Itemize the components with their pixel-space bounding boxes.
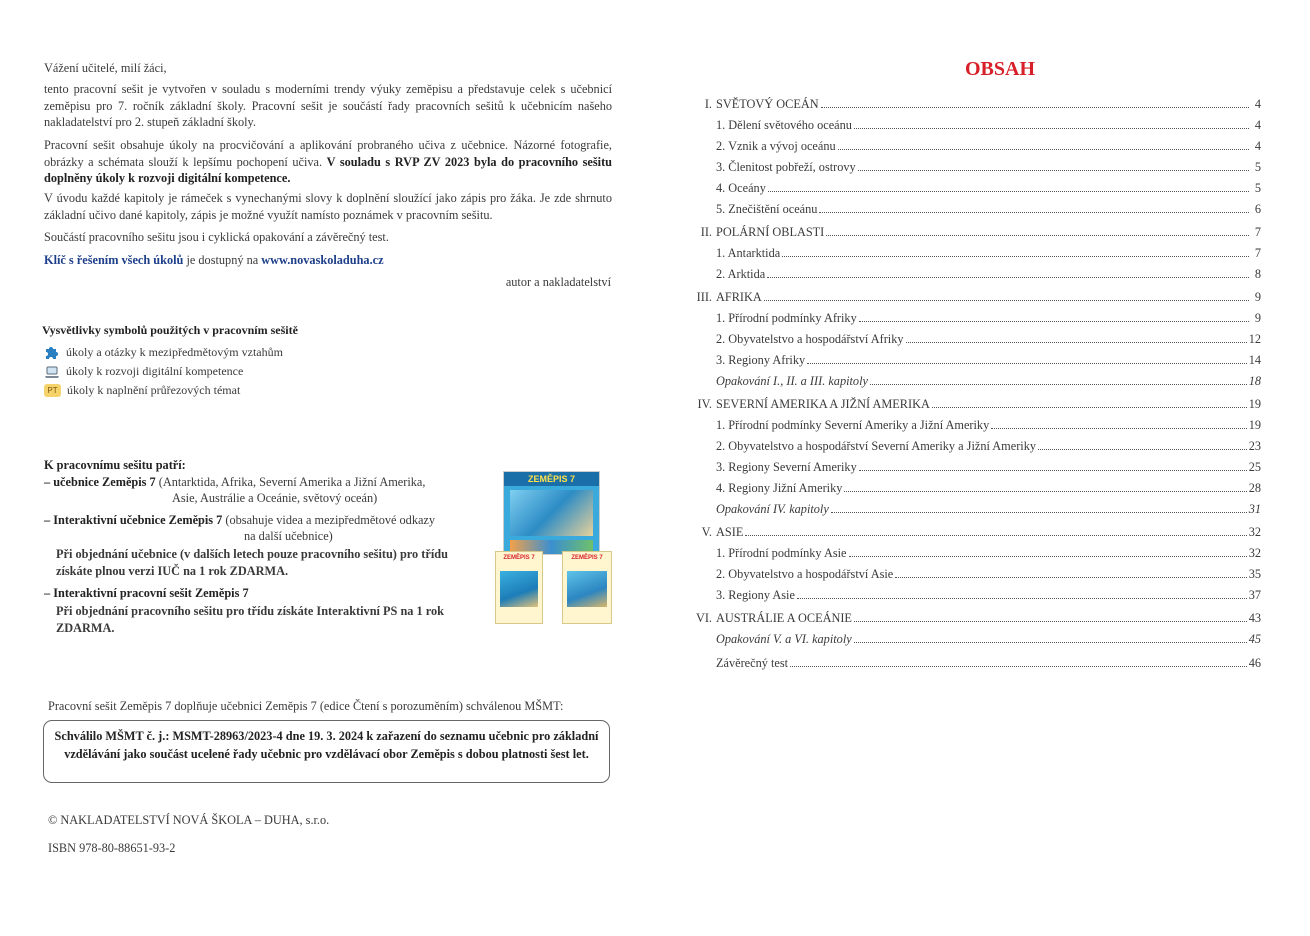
toc-row[interactable] — [716, 653, 1261, 671]
toc-leader-dots — [854, 620, 1247, 622]
toc-page-number: 7 — [1254, 246, 1261, 260]
toc-chapter-title: AUSTRÁLIE A OCEÁNIE — [716, 611, 852, 625]
toc-page-number: 32 — [1248, 546, 1261, 560]
belongs-item-textbook-line2: Asie, Austrálie a Oceánie, světový oceán) — [172, 491, 378, 505]
textbook-offer: Při objednání učebnice (v dalších letech pouze pracovního sešitu) pro třídu získáte plnou verzi IUČ na 1 rok ZDARMA. — [56, 547, 448, 578]
toc-leader-dots — [768, 190, 1249, 192]
toc-entry-title: 2. Vznik a vývoj oceánu — [716, 139, 836, 153]
toc-chapter-title: ASIE — [716, 525, 744, 539]
toc-entry-title: 2. Obyvatelstvo a hospodářství Severní Ameriky a Jižní Ameriky — [716, 439, 1037, 453]
toc-page-number: 25 — [1248, 460, 1261, 474]
toc-entry-title: 3. Regiony Asie — [716, 588, 795, 602]
belongs-item-label: – Interaktivní pracovní sešit Zeměpis 7 — [44, 586, 249, 600]
toc-leader-dots — [854, 641, 1247, 643]
toc-row[interactable] — [690, 394, 1261, 412]
belongs-item-interactive-textbook — [44, 512, 484, 529]
content-paragraph — [44, 137, 612, 187]
toc-leader-dots — [797, 597, 1247, 599]
legend — [44, 343, 283, 400]
toc-leader-dots — [838, 148, 1249, 150]
toc-leader-dots — [831, 511, 1247, 513]
toc-row[interactable] — [690, 522, 1261, 540]
toc-leader-dots — [764, 299, 1249, 301]
approval-intro: Pracovní sešit Zeměpis 7 doplňuje učebnici Zeměpis 7 (edice Čtení s porozuměním) schválenou MŠMT: — [48, 699, 564, 713]
review-paragraph: Součástí pracovního sešitu jsou i cyklická opakování a závěrečný test. — [44, 230, 389, 244]
workbook-offer: Při objednání pracovního sešitu pro třídu získáte Interaktivní PS na 1 rok ZDARMA. — [56, 604, 444, 635]
digital-competence-note: V souladu s RVP ZV 2023 byla do pracovního sešitu doplněny úkoly k rozvoji digitální kompetence. — [44, 154, 613, 185]
toc-chapter-number: IV. — [697, 397, 712, 411]
toc-row[interactable] — [716, 415, 1261, 433]
toc-page-number: 28 — [1248, 481, 1261, 495]
legend-title: Vysvětlivky symbolů použitých v pracovním sešitě — [42, 323, 298, 337]
toc-page-number: 31 — [1248, 502, 1261, 516]
toc-row[interactable] — [716, 178, 1261, 196]
toc-row[interactable] — [716, 136, 1261, 154]
toc-row[interactable] — [716, 115, 1261, 133]
toc-leader-dots — [859, 320, 1249, 322]
legend-item-pt — [44, 381, 283, 400]
toc-page-number: 35 — [1248, 567, 1261, 581]
toc-row[interactable] — [716, 243, 1261, 261]
toc-entry-title: 1. Přírodní podmínky Asie — [716, 546, 847, 560]
toc-row[interactable] — [716, 329, 1261, 347]
toc-leader-dots — [859, 469, 1247, 471]
toc-page-number: 14 — [1248, 353, 1261, 367]
toc-page-number: 5 — [1254, 181, 1261, 195]
toc-page-number: 43 — [1248, 611, 1261, 625]
toc-leader-dots — [821, 106, 1249, 108]
toc-row[interactable] — [716, 543, 1261, 561]
toc-page-number: 6 — [1254, 202, 1261, 216]
toc-entry-title: 2. Obyvatelstvo a hospodářství Afriky — [716, 332, 904, 346]
legend-text: úkoly k naplnění průřezových témat — [67, 383, 241, 397]
toc-leader-dots — [782, 255, 1249, 257]
toc-entry-title: 1. Přírodní podmínky Afriky — [716, 311, 857, 325]
interactive-workbook-cover-title: ZEMĚPIS 7 — [571, 555, 603, 561]
toc-leader-dots — [745, 534, 1246, 536]
toc-title: OBSAH — [964, 58, 1036, 80]
toc-row[interactable] — [716, 457, 1261, 475]
chapter-frame-paragraph: V úvodu každé kapitoly je rámeček s vynechanými slovy k doplnění sloužící jako zápis pro žáka. Je zde shrnuto základní učivo dané kapitoly, zápis je možné využít namísto poznámek v pracovním sešitu. — [44, 191, 612, 222]
toc-chapter-number: I. — [704, 97, 712, 111]
belongs-item-interactive-workbook — [44, 585, 249, 602]
toc-row[interactable] — [716, 436, 1261, 454]
toc-entry-title: 4. Regiony Jižní Ameriky — [716, 481, 843, 495]
answer-key-line — [44, 252, 612, 269]
copyright: © NAKLADATELSTVÍ NOVÁ ŠKOLA – DUHA, s.r.o. — [48, 813, 330, 827]
interactive-workbook-cover — [562, 551, 612, 624]
toc-page-number: 18 — [1248, 374, 1261, 388]
intro-paragraph: tento pracovní sešit je vytvořen v souladu s moderními trendy výuky zeměpisu a představuje celek s učebnicí zeměpisu pro 7. ročník základní školy. Pracovní sešit je součástí řady pracovních sešitů k učebnicím našeho nakladatelství pro 2. stupeň základní školy. — [44, 82, 612, 129]
toc-page-number: 19 — [1248, 397, 1261, 411]
toc-leader-dots — [819, 211, 1249, 213]
interactive-workbook-cover-photo — [567, 571, 607, 607]
toc-page-number: 32 — [1248, 525, 1261, 539]
toc-entry-title: 5. Znečištění oceánu — [716, 202, 818, 216]
legend-text: úkoly k rozvoji digitální kompetence — [66, 364, 244, 378]
toc-chapter-number: VI. — [695, 611, 712, 625]
toc-row[interactable] — [716, 308, 1261, 326]
toc-page-number: 9 — [1254, 311, 1261, 325]
belongs-item-desc: (Antarktida, Afrika, Severní Amerika a Jižní Amerika, — [155, 475, 426, 489]
isbn: ISBN 978-80-88651-93-2 — [48, 841, 176, 855]
toc-row[interactable] — [716, 371, 1261, 389]
toc-entry-title: 1. Přírodní podmínky Severní Ameriky a Jižní Ameriky — [716, 418, 990, 432]
answer-key-mid: je dostupný na — [183, 253, 262, 267]
textbook-cover — [503, 471, 600, 555]
belongs-item-textbook — [44, 474, 484, 491]
toc-leader-dots — [1038, 448, 1247, 450]
legend-text: úkoly a otázky k mezipředmětovým vztahům — [66, 345, 283, 359]
textbook-cover-title: ZEMĚPIS 7 — [504, 472, 599, 486]
toc-page-number: 9 — [1254, 290, 1261, 304]
toc-leader-dots — [790, 665, 1247, 667]
toc-row[interactable] — [716, 629, 1261, 647]
greeting: Vážení učitelé, milí žáci, — [44, 61, 167, 75]
toc-chapter-number: II. — [700, 225, 712, 239]
belongs-item-label: – učebnice Zeměpis 7 — [44, 475, 156, 489]
toc-leader-dots — [895, 576, 1246, 578]
toc-leader-dots — [991, 427, 1246, 429]
workbook-cover-title: ZEMĚPIS 7 — [503, 555, 535, 561]
toc-page-number: 46 — [1248, 656, 1261, 670]
pt-badge-icon: PT — [44, 384, 61, 397]
toc-entry-title: 4. Oceány — [716, 181, 766, 195]
toc-leader-dots — [854, 127, 1249, 129]
content-paragraph-text: Pracovní sešit obsahuje úkoly na procvičování a aplikování probraného učiva z učebnice. Názorné fotografie, obrázky a schémata slouží k lepšímu pochopení učiva. — [44, 138, 612, 169]
toc-page-number: 37 — [1248, 588, 1261, 602]
toc-entry-title: 2. Obyvatelstvo a hospodářství Asie — [716, 567, 894, 581]
toc-row[interactable] — [690, 94, 1261, 112]
toc-page-number: 45 — [1248, 632, 1261, 646]
toc-row[interactable] — [716, 157, 1261, 175]
belongs-item-label: – Interaktivní učebnice Zeměpis 7 — [44, 513, 223, 527]
belongs-item-interactive-textbook-line2: na další učebnice) — [244, 529, 333, 543]
legend-item-laptop — [44, 362, 283, 381]
toc-row[interactable] — [716, 478, 1261, 496]
toc-entry-title: 2. Arktida — [716, 267, 766, 281]
toc-entry-title: 1. Dělení světového oceánu — [716, 118, 852, 132]
toc-entry-title: 3. Členitost pobřeží, ostrovy — [716, 160, 856, 174]
toc-page-number: 5 — [1254, 160, 1261, 174]
toc-chapter-title: SEVERNÍ AMERIKA A JIŽNÍ AMERIKA — [716, 397, 930, 411]
answer-key-label: Klíč s řešením všech úkolů — [44, 253, 184, 267]
toc-page-number: 4 — [1254, 139, 1261, 153]
toc-row[interactable] — [690, 222, 1261, 240]
toc-leader-dots — [844, 490, 1246, 492]
toc-leader-dots — [767, 276, 1249, 278]
toc-leader-dots — [932, 406, 1247, 408]
toc-leader-dots — [807, 362, 1247, 364]
toc-row[interactable] — [716, 264, 1261, 282]
toc-page-number: 7 — [1254, 225, 1261, 239]
toc-page-number: 8 — [1254, 267, 1261, 281]
toc-page-number: 23 — [1248, 439, 1261, 453]
toc-row[interactable] — [690, 608, 1261, 626]
workbook-cover-photo — [500, 571, 538, 607]
toc-entry-title: 3. Regiony Severní Ameriky — [716, 460, 857, 474]
toc-chapter-title: AFRIKA — [716, 290, 762, 304]
approval-box: Schválilo MŠMT č. j.: MSMT-28963/2023-4 dne 19. 3. 2024 k zařazení do seznamu učebnic pro základní vzdělávání jako součást ucelené řady učebnic pro vzdělávací obor Zeměpis s dobou platnosti šest let. — [43, 720, 610, 783]
toc-row[interactable] — [716, 499, 1261, 517]
toc-leader-dots — [849, 555, 1247, 557]
toc-page-number: 4 — [1254, 118, 1261, 132]
puzzle-icon — [44, 345, 60, 361]
toc-row[interactable] — [690, 287, 1261, 305]
toc-row[interactable] — [716, 564, 1261, 582]
toc-row[interactable] — [716, 199, 1261, 217]
toc-leader-dots — [826, 234, 1249, 236]
toc-leader-dots — [870, 383, 1247, 385]
toc-row[interactable] — [716, 585, 1261, 603]
toc-leader-dots — [906, 341, 1247, 343]
toc-page-number: 4 — [1254, 97, 1261, 111]
toc-row[interactable] — [716, 350, 1261, 368]
toc-chapter-title: POLÁRNÍ OBLASTI — [716, 225, 825, 239]
toc-entry-title: Závěrečný test — [716, 656, 789, 670]
toc-chapter-number: III. — [696, 290, 712, 304]
toc-chapter-title: SVĚTOVÝ OCEÁN — [716, 97, 819, 111]
laptop-icon — [44, 364, 60, 380]
toc-entry-title: Opakování I., II. a III. kapitoly — [716, 374, 868, 388]
legend-item-puzzle — [44, 343, 283, 362]
textbook-cover-photo — [510, 490, 593, 536]
toc-entry-title: Opakování IV. kapitoly — [716, 502, 829, 516]
toc-entry-title: Opakování V. a VI. kapitoly — [716, 632, 852, 646]
toc-chapter-number: V. — [701, 525, 712, 539]
belongs-item-desc: (obsahuje videa a mezipředmětové odkazy — [222, 513, 436, 527]
website-link[interactable]: www.novaskoladuha.cz — [261, 253, 384, 267]
workbook-cover — [495, 551, 543, 624]
toc-entry-title: 1. Antarktida — [716, 246, 781, 260]
toc-leader-dots — [858, 169, 1249, 171]
toc-page-number: 12 — [1248, 332, 1261, 346]
toc-page-number: 19 — [1248, 418, 1261, 432]
toc-entry-title: 3. Regiony Afriky — [716, 353, 806, 367]
belongs-title: K pracovnímu sešitu patří: — [44, 458, 186, 472]
signature: autor a nakladatelství — [505, 275, 611, 289]
